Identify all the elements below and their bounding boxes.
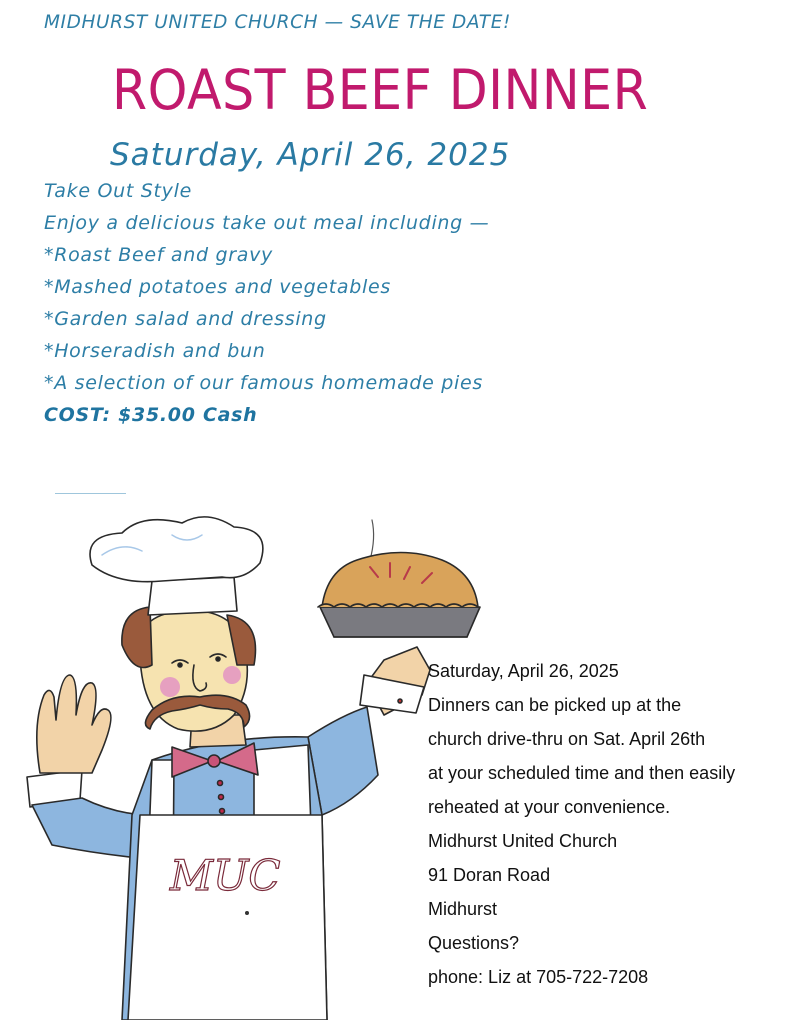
page-title: ROAST BEEF DINNER <box>112 58 649 122</box>
church-name: Midhurst United Church <box>428 831 618 851</box>
info-line: at your scheduled time and then easily <box>428 763 736 783</box>
info-line: church drive-thru on Sat. April 26th <box>428 729 706 749</box>
city: Midhurst <box>428 899 498 919</box>
menu-item: *Garden salad and dressing <box>44 308 327 330</box>
questions-label: Questions? <box>428 933 520 953</box>
menu-item: *Roast Beef and gravy <box>44 244 273 266</box>
menu-style: Take Out Style <box>44 180 192 202</box>
menu-intro: Enjoy a delicious take out meal including — <box>44 212 490 234</box>
info-line: reheated at your convenience. <box>428 797 671 817</box>
menu-item: *Horseradish and bun <box>44 340 266 362</box>
info-line: Dinners can be picked up at the <box>428 695 682 715</box>
contact-phone: phone: Liz at 705-722-7208 <box>428 967 649 987</box>
event-date: Saturday, April 26, 2025 <box>110 137 511 173</box>
divider-line <box>55 493 126 494</box>
chef-illustration <box>22 515 492 1020</box>
menu-list <box>44 178 489 434</box>
info-line: Saturday, April 26, 2025 <box>428 661 619 681</box>
apron-lettering: MUC <box>170 851 281 900</box>
menu-cost: COST: $35.00 Cash <box>44 404 258 426</box>
menu-item: *A selection of our famous homemade pies <box>44 372 484 394</box>
menu-item: *Mashed potatoes and vegetables <box>44 276 391 298</box>
street-address: 91 Doran Road <box>428 865 551 885</box>
org-save-the-date: MIDHURST UNITED CHURCH — SAVE THE DATE! <box>44 12 512 33</box>
pickup-info <box>428 654 735 994</box>
